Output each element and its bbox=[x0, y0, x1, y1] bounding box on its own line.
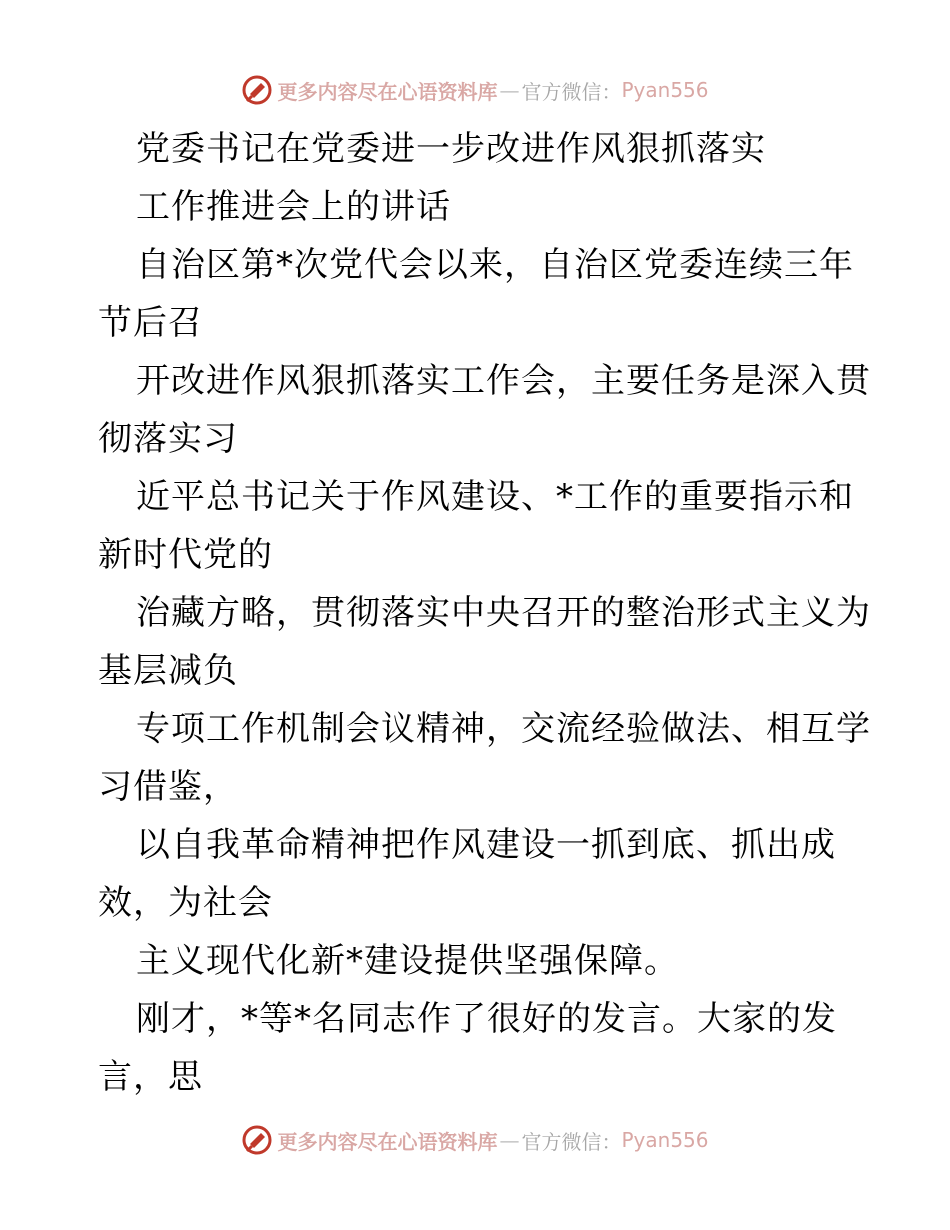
watermark-label: 官方微信： bbox=[521, 79, 622, 104]
logo-icon bbox=[241, 1124, 273, 1156]
body-line: 基层减负 bbox=[98, 651, 238, 691]
body-line: 治藏方略，贯彻落实中央召开的整治形式主义为 bbox=[136, 593, 871, 633]
body-line: 以自我革命精神把作风建设一抓到底、抓出成 bbox=[136, 825, 836, 865]
logo-icon bbox=[241, 74, 273, 106]
body-line: 开改进作风狠抓落实工作会，主要任务是深入贯 bbox=[136, 361, 871, 401]
watermark-text: 更多内容尽在心语资料库 bbox=[277, 79, 498, 104]
watermark-dash: — bbox=[499, 78, 520, 102]
body-line: 新时代党的 bbox=[98, 535, 273, 575]
footer-watermark bbox=[0, 1120, 950, 1160]
watermark-text: 更多内容尽在心语资料库 bbox=[277, 1129, 498, 1154]
body-line: 效，为社会 bbox=[98, 883, 273, 923]
watermark-id: Pyan556 bbox=[621, 1128, 709, 1152]
body-line: 自治区第*次党代会以来，自治区党委连续三年 bbox=[136, 245, 854, 285]
watermark-dash: — bbox=[499, 1128, 520, 1152]
body-line: 专项工作机制会议精神，交流经验做法、相互学 bbox=[136, 709, 871, 749]
body-line: 言，思 bbox=[98, 1057, 203, 1097]
header-watermark bbox=[0, 70, 950, 110]
body-line: 节后召 bbox=[98, 303, 203, 343]
body-line: 彻落实习 bbox=[98, 419, 238, 459]
body-line: 习借鉴， bbox=[98, 767, 238, 807]
body-line: 近平总书记关于作风建设、*工作的重要指示和 bbox=[136, 477, 854, 517]
title-line-2: 工作推进会上的讲话 bbox=[136, 187, 451, 227]
body-line: 主义现代化新*建设提供坚强保障。 bbox=[136, 941, 679, 981]
watermark-id: Pyan556 bbox=[621, 78, 709, 102]
watermark-label: 官方微信： bbox=[521, 1129, 622, 1154]
title-line-1: 党委书记在党委进一步改进作风狠抓落实 bbox=[136, 129, 766, 169]
document-body bbox=[98, 120, 871, 1106]
body-line: 刚才，*等*名同志作了很好的发言。大家的发 bbox=[136, 999, 837, 1039]
